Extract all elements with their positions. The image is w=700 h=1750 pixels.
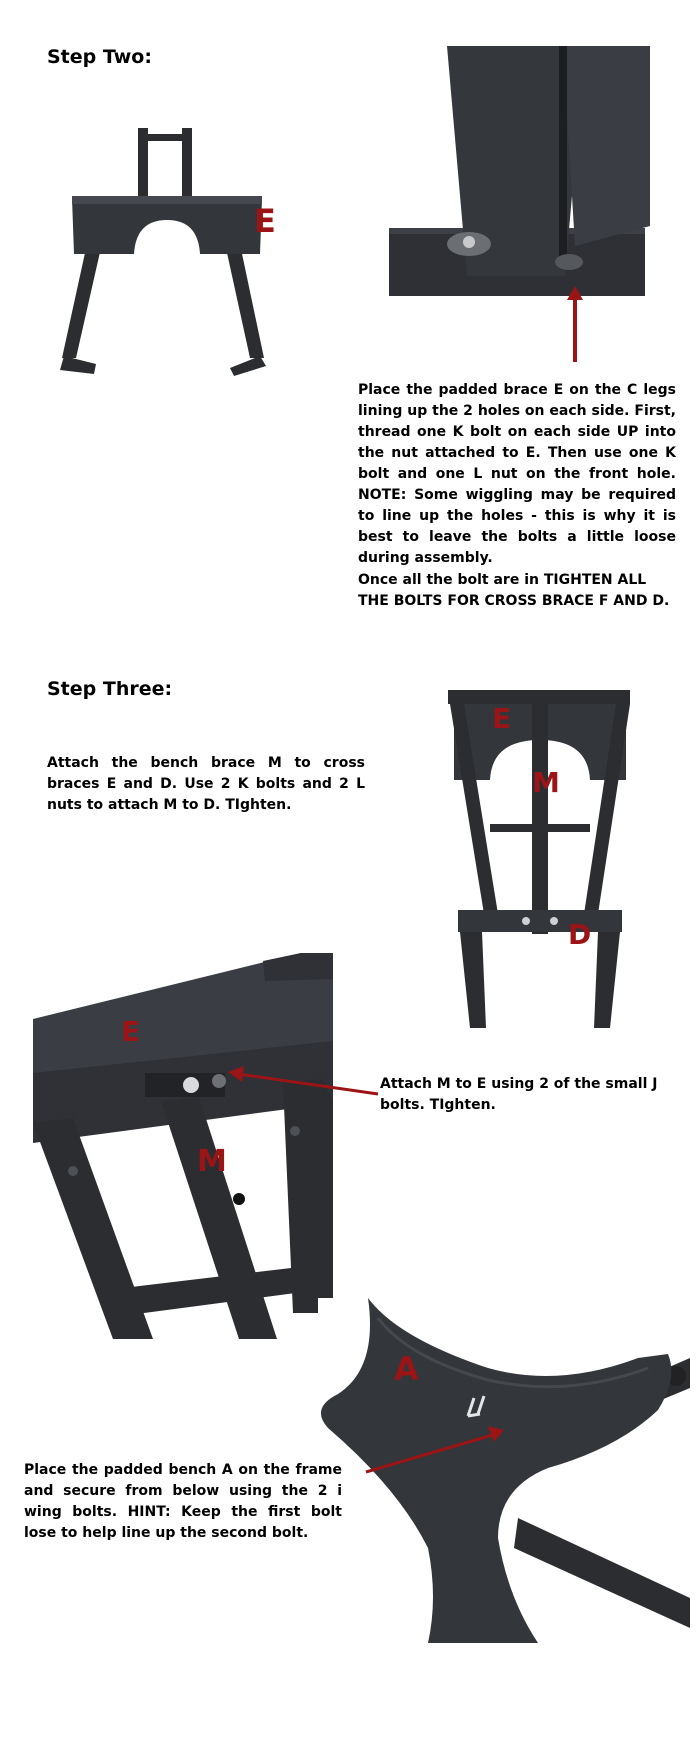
step-two-note: Once all the bolt are in TIGHTEN ALL THE BOLTS FOR CROSS BRACE F AND D.: [358, 572, 670, 609]
bench-instructions: Place the padded bench A on the frame and secure from below using the 2 i wing bolts. HINT: Keep the first bolt lose to help line up the second bolt.: [24, 1462, 342, 1541]
frame-label-e: E: [492, 702, 512, 735]
closeup-instructions: Attach M to E using 2 of the small J bolts. TIghten.: [380, 1076, 658, 1113]
brace-closeup-photo: [385, 46, 650, 366]
bench-arrow: [364, 1420, 524, 1480]
frame-top-view-photo: [440, 684, 640, 1034]
step-two-instructions: Place the padded brace E on the C legs lining up the 2 holes on each side. First, thread one K bolt on each side UP into the nut attached to E. Then use one K bolt and one L nut on the front hole. NOTE: Some wiggling may be required to line up the holes - this is why it is best to leave the bolts a little loose during assembly.: [358, 382, 676, 566]
legs-photo-label-e: E: [254, 202, 276, 240]
closeup-arrow: [220, 1060, 380, 1100]
step-three-instructions: Attach the bench brace M to cross braces E and D. Use 2 K bolts and 2 L nuts to attach M to D. TIghten.: [47, 755, 365, 813]
legs-with-brace-photo: [50, 120, 290, 380]
step-three-heading: Step Three:: [47, 678, 173, 700]
frame-label-d: D: [568, 918, 592, 951]
step-two-heading: Step Two:: [47, 46, 152, 68]
closeup-label-e: E: [121, 1015, 141, 1048]
frame-label-m: M: [532, 766, 560, 799]
closeup-label-m: M: [197, 1144, 227, 1179]
bench-label-a: A: [394, 1350, 419, 1388]
m-to-e-closeup-photo: [33, 953, 333, 1339]
